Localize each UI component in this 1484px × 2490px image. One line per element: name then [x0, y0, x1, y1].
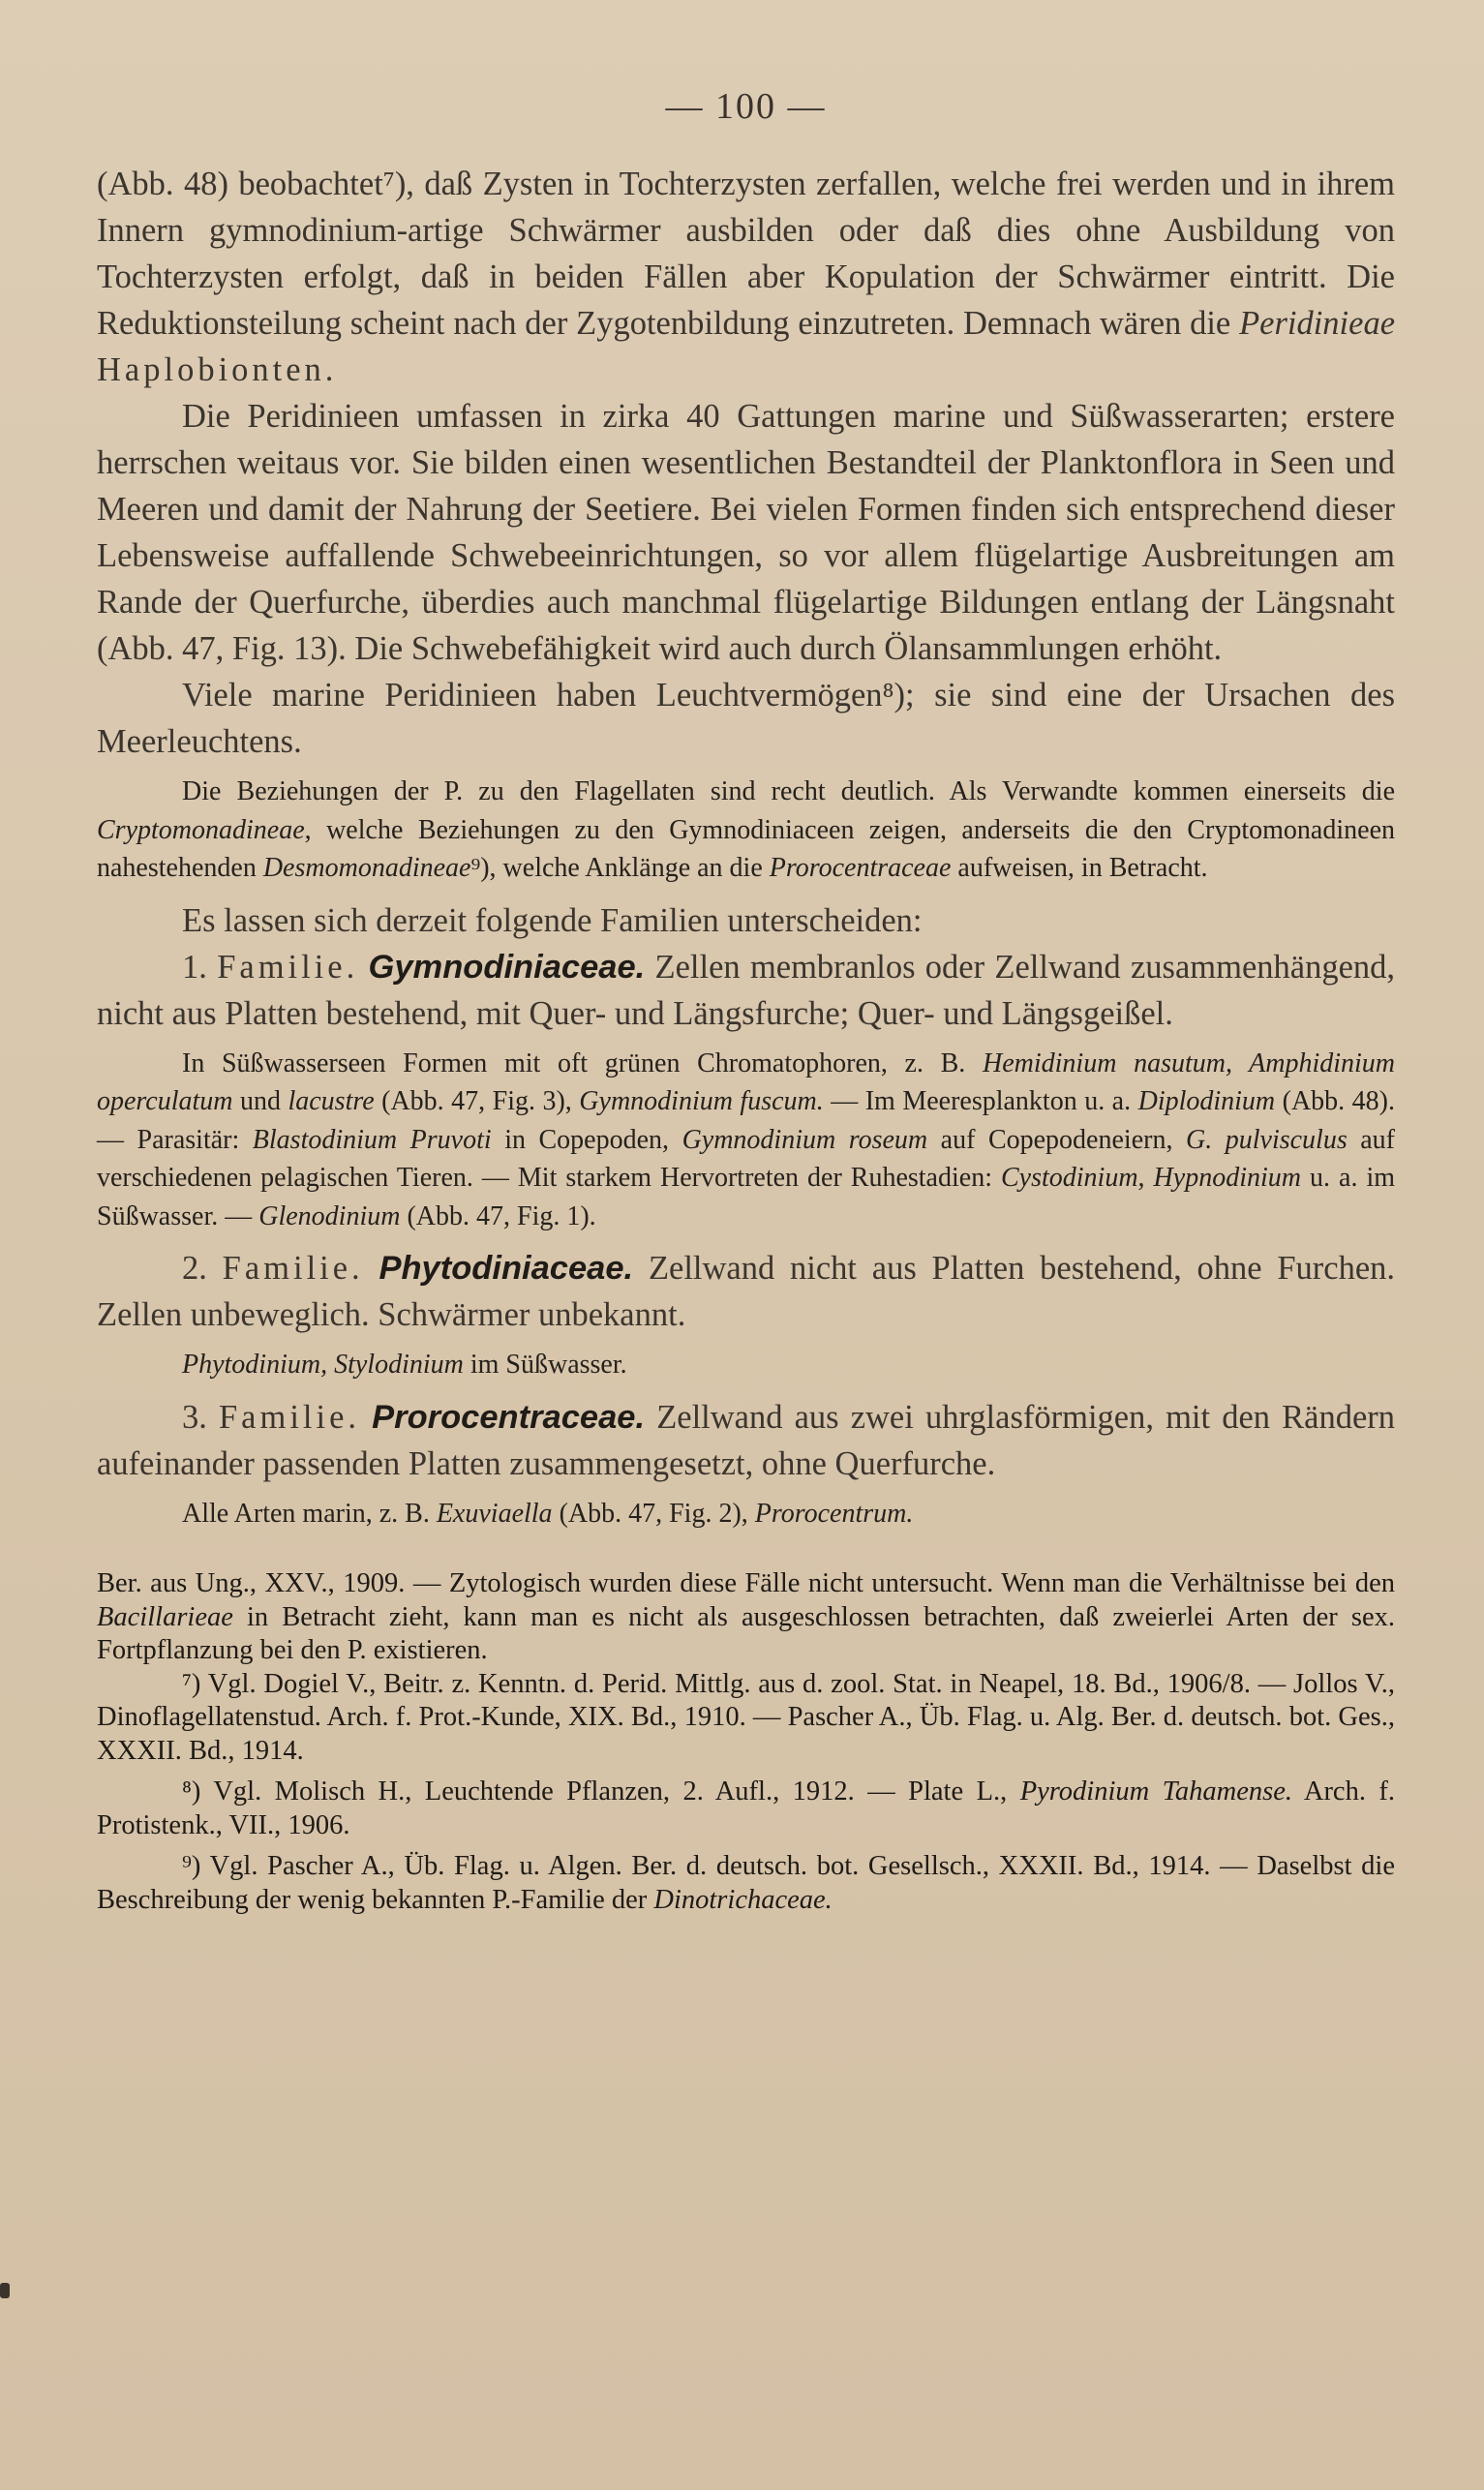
ex2-b: im Süßwasser. — [469, 1350, 627, 1380]
ex1-a: In Süßwasserseen Formen mit oft grünen Chromatophoren, z. B. — [182, 1048, 966, 1078]
footnote-spacer — [97, 1542, 1395, 1567]
family-3-number: 3. — [182, 1398, 207, 1436]
ex1-e: (Abb. 47, Fig. 3), — [381, 1086, 572, 1116]
family-1 — [97, 944, 1395, 1037]
page-number: — 100 — — [665, 86, 827, 127]
main-text — [97, 161, 1395, 765]
ex1-s: (Abb. 47, Fig. 1). — [407, 1200, 596, 1231]
ex1-i: (Abb. 48). — Parasitär: — [97, 1086, 1395, 1155]
ex1-m: auf Copepodeneiern, — [940, 1124, 1173, 1155]
footnote-continuation — [97, 1567, 1395, 1668]
family-3-description: Zellwand aus zwei uhrglasförmigen, mit den Rändern aufeinander passenden Platten zusammengesetzt, ohne Querfurche. — [97, 1398, 1396, 1482]
ex3-c: (Abb. 47, Fig. 2), — [559, 1498, 748, 1529]
footnote-9 — [97, 1850, 1395, 1917]
family-3 — [97, 1394, 1395, 1487]
family-2-examples — [97, 1346, 1395, 1384]
taxon-peridinieae: Peridinieae — [1239, 305, 1396, 342]
family-1-examples — [97, 1045, 1395, 1236]
taxon-desmomonadineae: Desmomonadineae — [262, 853, 471, 883]
ex1-q: u. a. im Süßwasser. — — [97, 1163, 1396, 1231]
footnote-8-taxon: Pyrodinium Tahamense. — [1019, 1776, 1292, 1807]
footnotes — [97, 1567, 1395, 1917]
ex3-a: Alle Arten marin, z. B. — [182, 1498, 430, 1529]
ex3-taxa-1: Exuviaella — [436, 1498, 553, 1529]
footnote-cont-a: Ber. aus Ung., XXV., 1909. — Zytologisch wurden diese Fälle nicht untersucht. Wenn man die Verhältnisse bei den — [97, 1568, 1395, 1598]
paragraph-zygote-text: (Abb. 48) beobachtet⁷), daß Zysten in Tochterzysten zerfallen, welche frei werden und in ihrem Innern gymnodinium-artige Schwärmer ausbilden oder daß dies ohne Ausbildung von Tochterzysten erfolgt, daß in beiden Fällen aber Kopulation der Schwärmer eintritt. Die Reduktionsteilung scheint nach der Zygotenbildung einzutreten. Demnach wären die — [97, 166, 1395, 342]
ex1-taxa-6: Gymnodinium roseum — [681, 1124, 928, 1155]
ex1-g: — Im Meeresplankton u. a. — [831, 1086, 1132, 1116]
family-2-description: Zellwand nicht aus Platten bestehend, ohne Furchen. Zellen unbeweglich. Schwärmer unbekannt. — [97, 1250, 1396, 1333]
ex1-taxa-4: Diplodinium — [1137, 1086, 1276, 1116]
term-haplobionten: Haplobionten. — [97, 351, 338, 388]
family-3-examples — [97, 1495, 1395, 1533]
relations-note — [97, 773, 1395, 888]
taxon-cryptomonadineae: Cryptomonadineae — [97, 814, 305, 845]
footnote-8-a: ⁸) Vgl. Molisch H., Leuchtende Pflanzen, 2. Aufl., 1912. — Plate L., — [182, 1776, 1008, 1807]
relations-text-c: , welche Beziehungen zu den Gymnodiniaceen zeigen, anderseits die den Cryptomonadineen nahestehenden — [97, 814, 1395, 883]
family-2 — [97, 1245, 1395, 1338]
ex1-k: in Copepoden, — [504, 1124, 670, 1155]
family-2-name: Phytodiniaceae. — [379, 1250, 634, 1287]
ex1-o: auf verschiedenen pelagischen Tieren. — Mit starkem Hervortreten der Ruhestadien: — [97, 1124, 1396, 1193]
paragraph-zygote — [97, 161, 1395, 393]
paragraph-distribution: Die Peridinieen umfassen in zirka 40 Gattungen marine und Süßwasserarten; erstere herrschen weitaus vor. Sie bilden einen wesentlichen Bestandteil der Planktonflora in Seen und Meeren und damit der Nahrung der Seetiere. Bei vielen Formen finden sich entsprechend dieser Lebensweise auffallende Schwebeeinrichtungen, so vor allem flügelartige Ausbreitungen am Rande der Querfurche, überdies auch manchmal flügelartige Bildungen entlang der Längsnaht (Abb. 47, Fig. 13). Die Schwebefähigkeit wird auch durch Ölansammlungen erhöht. — [97, 398, 1395, 667]
margin-ink-spot — [0, 2283, 10, 2298]
ex1-taxa-5: Blastodinium Pruvoti — [252, 1124, 492, 1155]
footnote-cont-taxon: Bacillarieae — [97, 1601, 233, 1632]
ex1-taxa-9: Glenodinium — [258, 1200, 401, 1231]
ex1-taxa-8: Cystodinium, Hypnodinium — [1001, 1163, 1301, 1193]
ex1-taxa-3: Gymnodinium fuscum. — [579, 1086, 824, 1116]
paragraph-luminescence: Viele marine Peridinieen haben Leuchtvermögen⁸); sie sind eine der Ursachen des Meerleuchtens. — [97, 677, 1395, 760]
footnote-9-taxon: Dinotrichaceae. — [653, 1884, 833, 1915]
family-2-number: 2. — [182, 1250, 207, 1287]
ex1-c: und — [239, 1086, 281, 1116]
family-1-number: 1. — [182, 948, 207, 986]
family-2-label: Familie. — [222, 1250, 364, 1287]
family-3-label: Familie. — [219, 1398, 361, 1436]
family-1-name: Gymnodiniaceae. — [368, 948, 646, 986]
relations-text-a: Die Beziehungen der P. zu den Flagellaten sind recht deutlich. Als Verwandte kommen einerseits die — [182, 776, 1395, 806]
footnote-cont-b: in Betracht zieht, kann man es nicht als ausgeschlossen betrachten, daß zweierlei Arten der sex. Fortpflanzung bei den P. existieren. — [97, 1601, 1396, 1665]
ex1-taxa-7: G. pulvisculus — [1185, 1124, 1348, 1155]
relations-text-e: ⁹), welche Anklänge an die — [470, 853, 763, 883]
families-intro: Es lassen sich derzeit folgende Familien unterscheiden: — [182, 901, 923, 939]
family-1-description: Zellen membranlos oder Zellwand zusammenhängend, nicht aus Platten bestehend, mit Quer- und Längsfurche; Quer- und Längsgeißel. — [97, 948, 1396, 1032]
footnote-7: ⁷) Vgl. Dogiel V., Beitr. z. Kenntn. d. Perid. Mittlg. aus d. zool. Stat. in Neapel, 18. Bd., 1906/8. — Jollos V., Dinoflagellatenstud. Arch. f. Prot.-Kunde, XIX. Bd., 1910. — Pascher A., Üb. Flag. u. Alg. Ber. d. deutsch. bot. Ges., XXXII. Bd., 1914. — [97, 1668, 1395, 1766]
family-1-label: Familie. — [217, 948, 359, 986]
ex3-taxa-2: Prorocentrum. — [754, 1498, 914, 1529]
footnote-8-b: Arch. f. Protistenk., VII., 1906. — [97, 1776, 1396, 1840]
taxon-prorocentraceae-ref: Prorocentraceae — [769, 853, 952, 883]
ex1-taxa-1: Hemidinium nasutum, Amphidinium operculatum — [97, 1048, 1396, 1116]
relations-text-g: aufweisen, in Betracht. — [957, 853, 1208, 883]
footnote-9-a: ⁹) Vgl. Pascher A., Üb. Flag. u. Algen. Ber. d. deutsch. bot. Gesellsch., XXXII. Bd., 1914. — Daselbst die Beschreibung der wenig bekannten P.-Familie der — [97, 1851, 1395, 1915]
footnote-8 — [97, 1776, 1395, 1842]
ex2-taxa: Phytodinium, Stylodinium — [182, 1350, 464, 1380]
family-3-name: Prorocentraceae. — [372, 1398, 646, 1436]
ex1-taxa-2: lacustre — [288, 1086, 375, 1116]
